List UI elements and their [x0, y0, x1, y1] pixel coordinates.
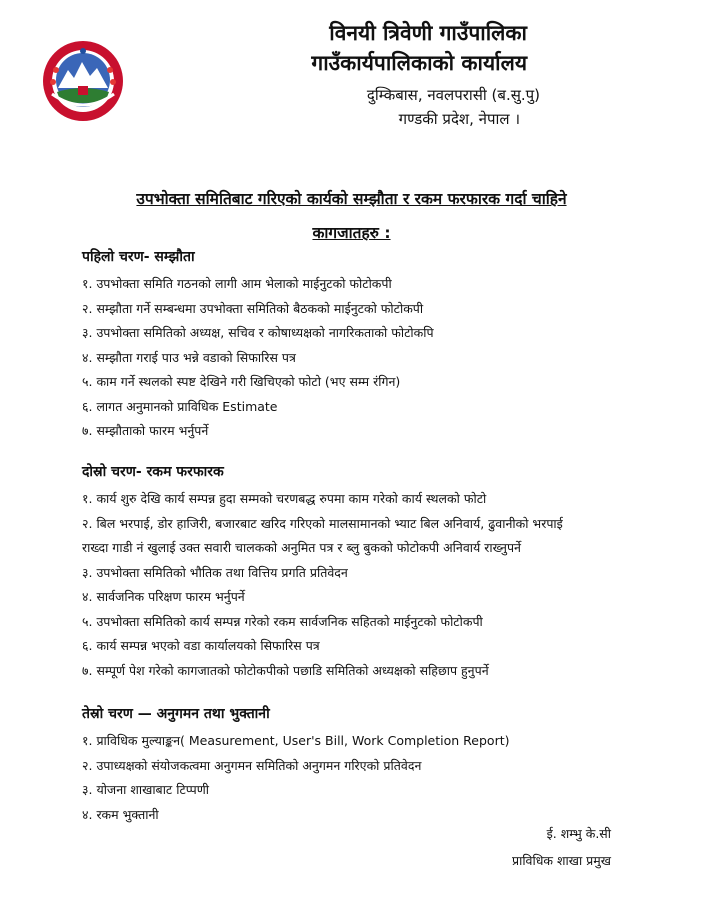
list-item: १. कार्य शुरु देखि कार्य सम्पन्न हुदा सम्मको चरणबद्ध रुपमा काम गरेको कार्य स्थलको फोटो [82, 491, 487, 506]
nepal-government-emblem-icon [42, 40, 124, 122]
office-name: गाउँकार्यपालिकाको कार्यालय [311, 51, 527, 76]
list-item: ४. सार्वजनिक परिक्षण फारम भर्नुपर्ने [82, 589, 245, 604]
municipality-name: विनयी त्रिवेणी गाउँपालिका [329, 21, 527, 45]
section-heading: पहिलो चरण- सम्झौता [82, 249, 195, 265]
office-province: गण्डकी प्रदेश, नेपाल । [398, 110, 520, 129]
signatory-designation: प्राविधिक शाखा प्रमुख [511, 853, 611, 868]
list-item: ७. सम्झौताको फारम भर्नुपर्ने [82, 423, 209, 438]
list-item: ५. उपभोक्ता समितिको कार्य सम्पन्न गरेको रकम सार्वजनिक सहितको माईनुटको फोटोकपी [82, 613, 483, 629]
section-second-stage [82, 462, 642, 683]
office-address: दुम्किबास, नवलपरासी (ब.सु.पु) [366, 85, 540, 104]
list-item: ३. उपभोक्ता समितिको भौतिक तथा वित्तिय प्रगति प्रतिवेदन [82, 564, 348, 580]
section-third-stage [82, 704, 642, 827]
list-item: २. सम्झौता गर्ने सम्बन्धमा उपभोक्ता समितिको बैठकको माईनुटको फोटोकपी [82, 300, 424, 316]
list-item: ६. कार्य सम्पन्न भएको वडा कार्यालयको सिफारिस पत्र [82, 638, 320, 653]
document-title: उपभोक्ता समितिबाट गरिएको कार्यको सम्झौता र रकम फरफारक गर्दा चाहिने [136, 190, 567, 208]
list-item: १. उपभोक्ता समिति गठनको लागी आम भेलाको माईनुटको फोटोकपी [82, 276, 392, 291]
signatory-name: ई. शम्भु के.सी [546, 826, 611, 841]
list-item: १. प्राविधिक मुल्याङ्कन( Measurement, User's Bill, Work Completion Report) [82, 733, 510, 748]
list-item: ४. सम्झौता गराई पाउ भन्ने वडाको सिफारिस पत्र [82, 349, 296, 365]
section-heading: दोस्रो चरण- रकम फरफारक [82, 464, 224, 480]
list-item: ७. सम्पूर्ण पेश गरेको कागजातको फोटोकपीको पछाडि समितिको अध्यक्षको सहिछाप हुनुपर्ने [82, 662, 489, 678]
list-item: ५. काम गर्ने स्थलको स्पष्ट देखिने गरी खिचिएको फोटो (भए सम्म रंगिन) [82, 374, 401, 389]
office-header [175, 20, 615, 129]
document-title-continued: कागजातहरु : [312, 224, 391, 242]
section-heading: तेस्रो चरण — अनुगमन तथा भुक्तानी [82, 706, 270, 722]
list-item: ३. उपभोक्ता समितिको अध्यक्ष, सचिव र कोषाध्यक्षको नागरिकताको फोटोकपि [82, 325, 434, 340]
list-item: २. बिल भरपाई, डोर हाजिरी, बजारबाट खरिद गरिएको मालसामानको भ्याट बिल अनिवार्य, ढुवानीको भरपाई [82, 515, 563, 531]
section-first-stage [82, 247, 642, 444]
list-item: राख्दा गाडी नं खुलाई उक्त सवारी चालकको अनुमित पत्र र ब्लु बुकको फोटोकपी अनिवार्य राख्नुपर्ने [82, 540, 521, 555]
list-item: ४. रकम भुक्तानी [82, 806, 159, 822]
list-item: ३. योजना शाखाबाट टिप्पणी [82, 782, 209, 797]
list-item: २. उपाध्यक्षको संयोजकत्वमा अनुगमन समितिको अनुगमन गरिएको प्रतिवेदन [82, 757, 422, 773]
list-item: ६. लागत अनुमानको प्राविधिक Estimate [82, 398, 278, 414]
